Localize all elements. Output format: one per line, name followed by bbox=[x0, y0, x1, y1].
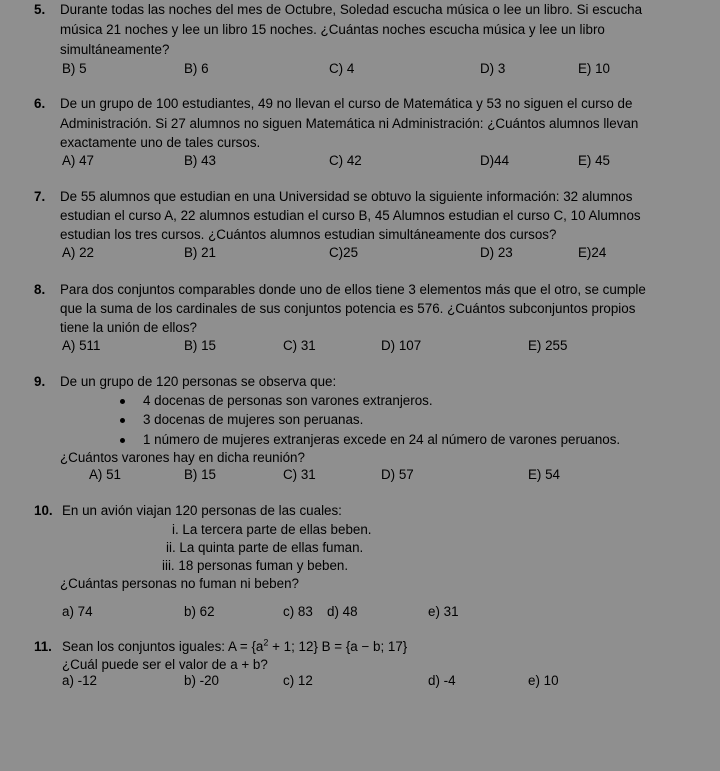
question-text: que la suma de los cardinales de sus conjuntos potencia es 576. ¿Cuántos subconjuntos propios bbox=[60, 301, 636, 316]
list-item: i. La tercera parte de ellas beben. bbox=[172, 522, 372, 537]
question-number: 6. bbox=[34, 96, 46, 111]
bullet-icon bbox=[120, 438, 125, 443]
option-a: B) 5 bbox=[62, 61, 87, 76]
bullet-icon bbox=[120, 418, 125, 423]
option-e: E) 10 bbox=[578, 61, 611, 76]
option-a: a) 74 bbox=[62, 604, 93, 619]
option-b: B) 15 bbox=[184, 467, 217, 482]
question-text: tiene la unión de ellos? bbox=[60, 320, 197, 335]
option-c: C)25 bbox=[329, 245, 359, 260]
intro-exponent: 2 bbox=[263, 637, 269, 648]
option-b: b) 62 bbox=[184, 604, 215, 619]
bullet-item: 1 número de mujeres extranjeras excede en 24 al número de varones peruanos. bbox=[143, 432, 621, 447]
question-text: estudian los tres cursos. ¿Cuántos alumnos estudian simultáneamente dos cursos? bbox=[60, 227, 557, 242]
question-number: 10. bbox=[34, 503, 53, 518]
option-d: d) -4 bbox=[428, 673, 456, 688]
question-text: De 55 alumnos que estudian en una Universidad se obtuvo la siguiente información: 32 alumnos bbox=[60, 189, 633, 204]
question-text: ¿Cuántos varones hay en dicha reunión? bbox=[60, 450, 305, 465]
question-number: 9. bbox=[34, 374, 46, 389]
option-a: A) 47 bbox=[62, 153, 95, 168]
question-intro: En un avión viajan 120 personas de las cuales: bbox=[62, 503, 342, 518]
option-e: E) 45 bbox=[578, 153, 611, 168]
option-c: C) 31 bbox=[283, 338, 316, 353]
option-e: E) 54 bbox=[528, 467, 561, 482]
question-text: ¿Cuántas personas no fuman ni beben? bbox=[60, 576, 299, 591]
option-d: D) 3 bbox=[480, 61, 506, 76]
option-b: B) 6 bbox=[184, 61, 209, 76]
question-intro bbox=[62, 639, 407, 655]
question-text: estudian el curso A, 22 alumnos estudian el curso B, 45 Alumnos estudian el curso C, 10 Alumnos bbox=[60, 208, 641, 223]
option-e: E)24 bbox=[578, 245, 607, 260]
question-text: exactamente uno de tales cursos. bbox=[60, 135, 261, 150]
list-item: iii. 18 personas fuman y beben. bbox=[162, 558, 349, 573]
option-d: D) 107 bbox=[381, 338, 422, 353]
bullet-icon bbox=[120, 399, 125, 404]
option-c: c) 12 bbox=[283, 673, 313, 688]
question-text: Durante todas las noches del mes de Octubre, Soledad escucha música o lee un libro. Si escucha bbox=[60, 2, 643, 17]
bullet-item: 4 docenas de personas son varones extranjeros. bbox=[143, 393, 433, 408]
question-text: Administración. Si 27 alumnos no siguen Matemática ni Administración: ¿Cuántos alumnos llevan bbox=[60, 116, 639, 131]
option-c: C) 42 bbox=[329, 153, 362, 168]
option-c: C) 31 bbox=[283, 467, 316, 482]
option-b: b) -20 bbox=[184, 673, 219, 688]
question-text: Para dos conjuntos comparables donde uno de ellos tiene 3 elementos más que el otro, se cumple bbox=[60, 282, 646, 297]
list-item: ii. La quinta parte de ellas fuman. bbox=[166, 540, 364, 555]
question-text: ¿Cuál puede ser el valor de a + b? bbox=[62, 657, 268, 672]
intro-suffix: + 1; 12} B = {a − b; 17} bbox=[268, 639, 408, 654]
option-e: e) 31 bbox=[428, 604, 459, 619]
option-a: A) 51 bbox=[89, 467, 122, 482]
option-b: B) 21 bbox=[184, 245, 217, 260]
bullet-item: 3 docenas de mujeres son peruanas. bbox=[143, 412, 364, 427]
question-number: 11. bbox=[34, 639, 52, 654]
question-intro: De un grupo de 120 personas se observa que: bbox=[60, 374, 337, 389]
option-b: B) 15 bbox=[184, 338, 217, 353]
option-d: D)44 bbox=[480, 153, 510, 168]
option-a: A) 511 bbox=[62, 338, 101, 353]
question-text: música 21 noches y lee un libro 15 noches. ¿Cuántas noches escucha música y lee un libro bbox=[60, 22, 605, 37]
option-a: A) 22 bbox=[62, 245, 95, 260]
option-d: d) 48 bbox=[327, 604, 358, 619]
option-a: a) -12 bbox=[62, 673, 97, 688]
question-number: 7. bbox=[34, 189, 46, 204]
option-e: E) 255 bbox=[528, 338, 568, 353]
option-c: C) 4 bbox=[329, 61, 355, 76]
question-number: 5. bbox=[34, 2, 46, 17]
question-number: 8. bbox=[34, 282, 46, 297]
option-d: D) 57 bbox=[381, 467, 414, 482]
option-b: B) 43 bbox=[184, 153, 217, 168]
intro-prefix: Sean los conjuntos iguales: A = {a bbox=[62, 639, 264, 654]
option-c: c) 83 bbox=[283, 604, 313, 619]
question-text: simultáneamente? bbox=[60, 42, 170, 57]
option-e: e) 10 bbox=[528, 673, 559, 688]
question-text: De un grupo de 100 estudiantes, 49 no llevan el curso de Matemática y 53 no siguen el curso de bbox=[60, 96, 633, 111]
option-d: D) 23 bbox=[480, 245, 513, 260]
